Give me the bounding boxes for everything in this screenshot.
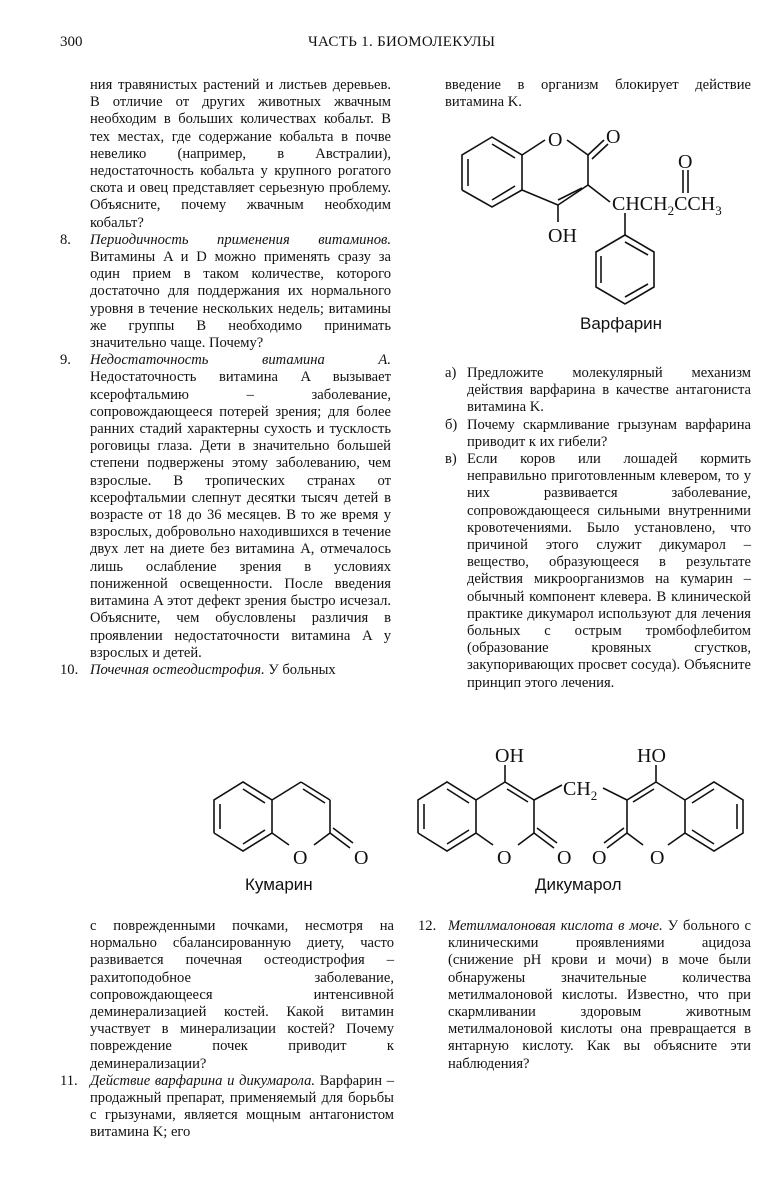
question-title: Почечная остеодистрофия. [90, 661, 265, 678]
hydroxyl-label: OH [548, 225, 577, 247]
ring-oxygen-label: O [650, 847, 665, 869]
hydroxyl-label: HO [637, 745, 666, 767]
question-b [445, 417, 751, 451]
warfarin-caption: Варфарин [580, 314, 663, 333]
ring-oxygen-label: O [497, 847, 512, 869]
question-title: Действие варфарина и дикумарола. [90, 1072, 316, 1089]
column-2-bottom [418, 918, 752, 1073]
question-text: Витамины A и D можно применять сразу за один прием в таком количестве, которого достаточно для поддержания их нормального уровня в течение нескольких недель; витамины же группы B необходимо принимать значительно чаще. Почему? [90, 249, 391, 352]
question-label: а) [445, 365, 457, 381]
question-text: Если коров или лошадей кормить неправильно приготовленным клевером, то у них развивается заболевание, сопровождающееся сильными внутренними кровотечениями. Было установлено, что причиной этого служит дикумарол – вещество, образующееся в результате действия микроорганизмов на кумарин – обычный компонент клевера. В клинической практике дикумарол используют для лечения больных с острым тромбофлебитом (образование кровяных сгустков, закупоривающих просвет сосуда). Объясните принцип этого лечения. [467, 451, 751, 691]
question-number: 11. [60, 1072, 78, 1089]
warfarin-structure [440, 112, 770, 312]
continuation-text: с поврежденными почками, несмотря на нормально сбалансированную диету, часто развивается почечная остеодистрофия – рахитоподобное заболевание, сопровождающееся интенсивной деминерализацией костей. Какой витамин участвует в минерализации костей? Почему повреждение почек приводит к деминерализации? [90, 918, 394, 1072]
question-title: Недостаточность витамина A. [90, 352, 391, 369]
intro-text: введение в организм блокирует действие витамина K. [445, 77, 751, 111]
methylene-label: $CH_2$ [563, 778, 598, 803]
question-11 [60, 1072, 395, 1142]
running-title: ЧАСТЬ 1. БИОМОЛЕКУЛЫ [308, 34, 496, 50]
question-text: Варфарин – продажный препарат, применяемый для борьбы с грызунами, является мощным антагонистом витамина K; его [90, 1072, 395, 1141]
carbonyl-oxygen-label: O [592, 847, 607, 869]
ketone-oxygen-label: O [678, 151, 693, 173]
question-title: Метилмалоновая кислота в моче. [448, 918, 663, 934]
column-1-bottom [60, 918, 395, 1142]
question-label: б) [445, 416, 458, 433]
question-8 [60, 231, 391, 352]
question-a [445, 365, 751, 417]
coumarin-structure [200, 760, 390, 870]
ring-oxygen-label: O [548, 129, 563, 151]
carbonyl-oxygen-label: O [354, 847, 369, 869]
question-12 [418, 918, 752, 1073]
question-number: 10. [60, 661, 79, 678]
carbonyl-oxygen-label: O [557, 847, 572, 869]
question-title: Периодичность применения витаминов. [90, 231, 391, 248]
question-10 [60, 661, 391, 679]
question-number: 9. [60, 352, 71, 369]
question-number: 8. [60, 231, 71, 248]
question-text: Почему скармливание грызунам варфарина приводит к их гибели? [467, 416, 751, 450]
page-number: 300 [60, 34, 83, 50]
question-9 [60, 352, 391, 662]
question-text: У больного с клиническими проявлениями ацидоза (снижение pH крови и мочи) в моче были обнаружены значительные количества метилмалоновой кислоты. Известно, что при скармливании здоровым животным метилмалоновой кислоты она превращается в янтарную кислоту. Как вы объясните эти наблюдения? [448, 918, 752, 1072]
question-c [445, 451, 751, 692]
side-chain-label: $CHCH_2CCH_3$ [612, 193, 722, 218]
question-label: в) [445, 451, 457, 468]
hydroxyl-label: OH [495, 745, 524, 767]
ring-oxygen-label: O [293, 847, 308, 869]
coumarin-caption: Кумарин [245, 875, 313, 894]
continuation-text: ния травянистых растений и листьев деревьев. В отличие от других животных жвачным необходим в больших количествах кобальт. В тех местах, где содержание кобальта в почве невелико (например, в Австралии), недостаточность кобальта у крупного рогатого скота и овец представляет серьезную проблему. Объясните, почему жвачным необходим кобальт? [90, 77, 391, 231]
warfarin-questions [445, 365, 751, 692]
question-text: Недостаточность витамина A вызывает ксерофтальмию – заболевание, сопровождающееся потерей зрения; для более ранних стадий характерны сухость и тусклость роговицы глаза. Дети в значительно большей степени подвержены этому заболеванию, чем взрослые. В тропических странах от ксерофтальмии слепнут десятки тысяч детей в возрасте от 18 до 36 месяцев. В то же время у взрослых, добровольно находившихся в течение двух лет на диете без витамина A, отмечалось лишь ослабление зрения в условиях пониженной освещенности. После введения витамина A этот дефект зрения быстро исчезал. Объясните, чем обусловлены различия в проявлении недостаточности витамина A у взрослых и детей. [90, 369, 391, 661]
question-number: 12. [418, 918, 437, 934]
question-text: У больных [264, 661, 336, 678]
column-1-top [60, 77, 391, 679]
dicoumarol-structure [405, 735, 770, 870]
carbonyl-oxygen-label: O [606, 126, 621, 148]
question-text: Предложите молекулярный механизм действия варфарина в качестве антагониста витамина K. [467, 365, 751, 416]
dicoumarol-caption: Дикумарол [535, 875, 622, 894]
